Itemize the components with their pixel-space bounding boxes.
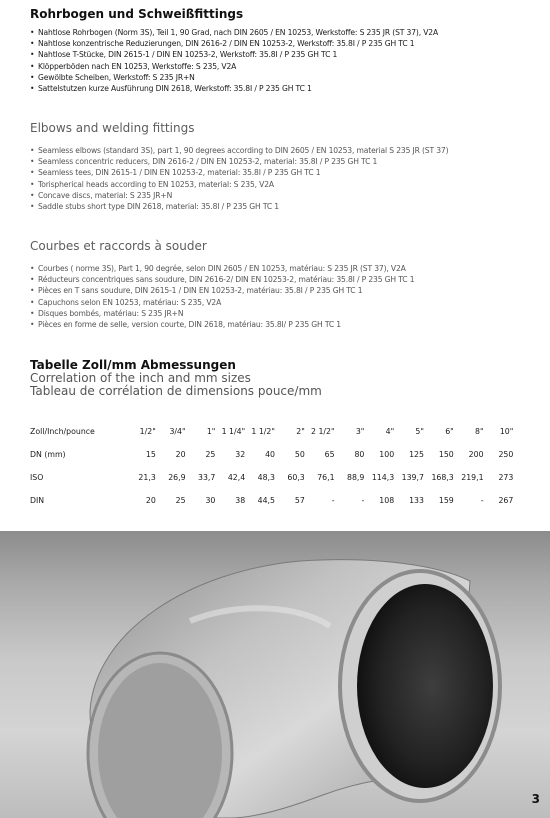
table-cell: 250 [498,450,514,459]
table-cell: 48,3 [257,473,275,482]
row-header: DIN [30,496,45,505]
table-cell: 20 [145,496,156,505]
list-item: • Disques bombés, matériau: S 235 JR+N [30,308,535,319]
heading-german: Rohrbogen und Schweißfittings [30,7,244,21]
table-row [30,443,513,466]
table-cell: 267 [498,496,514,505]
table-cell: 1 1/2" [251,427,275,436]
table-cell: 6" [445,427,454,436]
table-cell: 25 [205,450,216,459]
heading-english: Elbows and welding fittings [30,121,195,135]
table-cell: 2 1/2" [311,427,335,436]
table-cell: 20 [175,450,186,459]
table-cell: 32 [235,450,246,459]
elbow-photo [0,531,550,818]
table-cell: 100 [379,450,395,459]
table-cell: 1" [206,427,216,436]
table-cell: 44,5 [257,496,275,505]
table-cell: 21,3 [138,473,156,482]
section-german [30,6,535,94]
table-cell: 8" [475,427,484,436]
table-cell: 3" [355,427,365,436]
table-cell: 30 [205,496,216,505]
table-cell: 57 [294,496,305,505]
list-item: • Nahtlose Rohrbogen (Norm 3S), Teil 1, 90 Grad, nach DIN 2605 / EN 10253, Werkstoffe: S 235 JR (ST 37), V2A [30,27,535,38]
table-cell: 76,1 [317,473,335,482]
table-row [30,466,513,489]
list-item: • Seamless tees, DIN 2615-1 / DIN EN 10253-2, material: 35.8I / P 235 GH TC 1 [30,167,535,178]
table-cell: 38 [235,496,246,505]
table-cell: 88,9 [347,473,365,482]
table-cell: 159 [438,496,454,505]
list-item: • Seamless concentric reducers, DIN 2616-2 / DIN EN 10253-2, material: 35.8I / P 235 GH TC 1 [30,156,535,167]
table-cell: 33,7 [198,473,216,482]
table-row [30,489,513,512]
table-cell: 1/2" [139,427,156,436]
list-item: • Nahtlose T-Stücke, DIN 2615-1 / DIN EN 10253-2, Werkstoff: 35.8I / P 235 GH TC 1 [30,49,535,60]
list-item: • Courbes ( norme 3S), Part 1, 90 degrée, selon DIN 2605 / EN 10253, matériau: S 235 JR (ST 37), V2A [30,263,535,274]
section-english [30,120,535,212]
table-cell: 2" [296,427,305,436]
table-cell: 150 [438,450,454,459]
table-cell: 10" [499,427,514,436]
table-title-french: Tableau de corrélation de dimensions pouce/mm [30,384,322,398]
table-cell: 15 [145,450,156,459]
table-cell: 168,3 [431,473,454,482]
table-cell: 114,3 [371,473,395,482]
list-item: • Capuchons selon EN 10253, matériau: S 235, V2A [30,297,535,308]
table-cell: 3/4" [169,427,186,436]
row-header: DN (mm) [30,450,66,459]
table-cell: 26,9 [168,473,186,482]
table-cell: - [361,496,365,505]
table-cell: 50 [294,450,305,459]
size-table [30,420,513,512]
list-item: • Seamless elbows (standard 3S), part 1, 90 degrees according to DIN 2605 / EN 10253, material S 235 JR (ST 37) [30,145,535,156]
list-item: • Réducteurs concentriques sans soudure, DIN 2616-2/ DIN EN 10253-2, matériau: 35.8I / P 235 GH TC 1 [30,274,535,285]
table-cell: 200 [468,450,484,459]
table-cell: 4" [385,427,395,436]
list-item: • Klöpperböden nach EN 10253, Werkstoffe: S 235, V2A [30,61,535,72]
table-cell: 125 [409,450,424,459]
list-item: • Torispherical heads according to EN 10253, material: S 235, V2A [30,179,535,190]
table-cell: 1 1/4" [221,427,246,436]
list-item: • Concave discs, material: S 235 JR+N [30,190,535,201]
row-header: ISO [30,473,44,482]
list-item: • Saddle stubs short type DIN 2618, material: 35.8I / P 235 GH TC 1 [30,201,535,212]
page-number: 3 [531,792,540,806]
table-titles [30,359,535,398]
list-item: • Sattelstutzen kurze Ausführung DIN 2618, Werkstoff: 35.8I / P 235 GH TC 1 [30,83,535,94]
table-cell: 65 [324,450,335,459]
row-header: Zoll/Inch/pounce [30,427,95,436]
table-cell: 60,3 [287,473,305,482]
list-item: • Gewölbte Scheiben, Werkstoff: S 235 JR+N [30,72,535,83]
table-cell: 40 [265,450,275,459]
list-item: • Pièces en T sans soudure, DIN 2615-1 / DIN EN 10253-2, matériau: 35.8I / P 235 GH TC 1 [30,285,535,296]
table-cell: 25 [175,496,186,505]
list-english [30,145,535,212]
table-cell: 273 [498,473,514,482]
table-cell: - [480,496,484,505]
table-cell: 80 [354,450,365,459]
table-cell: 5" [415,427,424,436]
table-cell: 219,1 [461,473,484,482]
list-french [30,263,535,330]
table-cell: 108 [379,496,395,505]
table-row [30,420,513,443]
table-cell: 133 [409,496,424,505]
table-cell: - [331,496,335,505]
table-title-english: Correlation of the inch and mm sizes [30,371,251,385]
list-german [30,27,535,94]
section-french [30,238,535,330]
heading-french: Courbes et raccords à souder [30,239,207,253]
list-item: • Pièces en forme de selle, version courte, DIN 2618, matériau: 35.8I/ P 235 GH TC 1 [30,319,535,330]
table-cell: 139,7 [401,473,424,482]
table-title-german: Tabelle Zoll/mm Abmessungen [30,358,236,372]
table-cell: 42,4 [227,473,246,482]
list-item: • Nahtlose konzentrische Reduzierungen, DIN 2616-2 / DIN EN 10253-2, Werkstoff: 35.8I / P 235 GH TC 1 [30,38,535,49]
elbow-pipe-illustration [0,531,550,818]
